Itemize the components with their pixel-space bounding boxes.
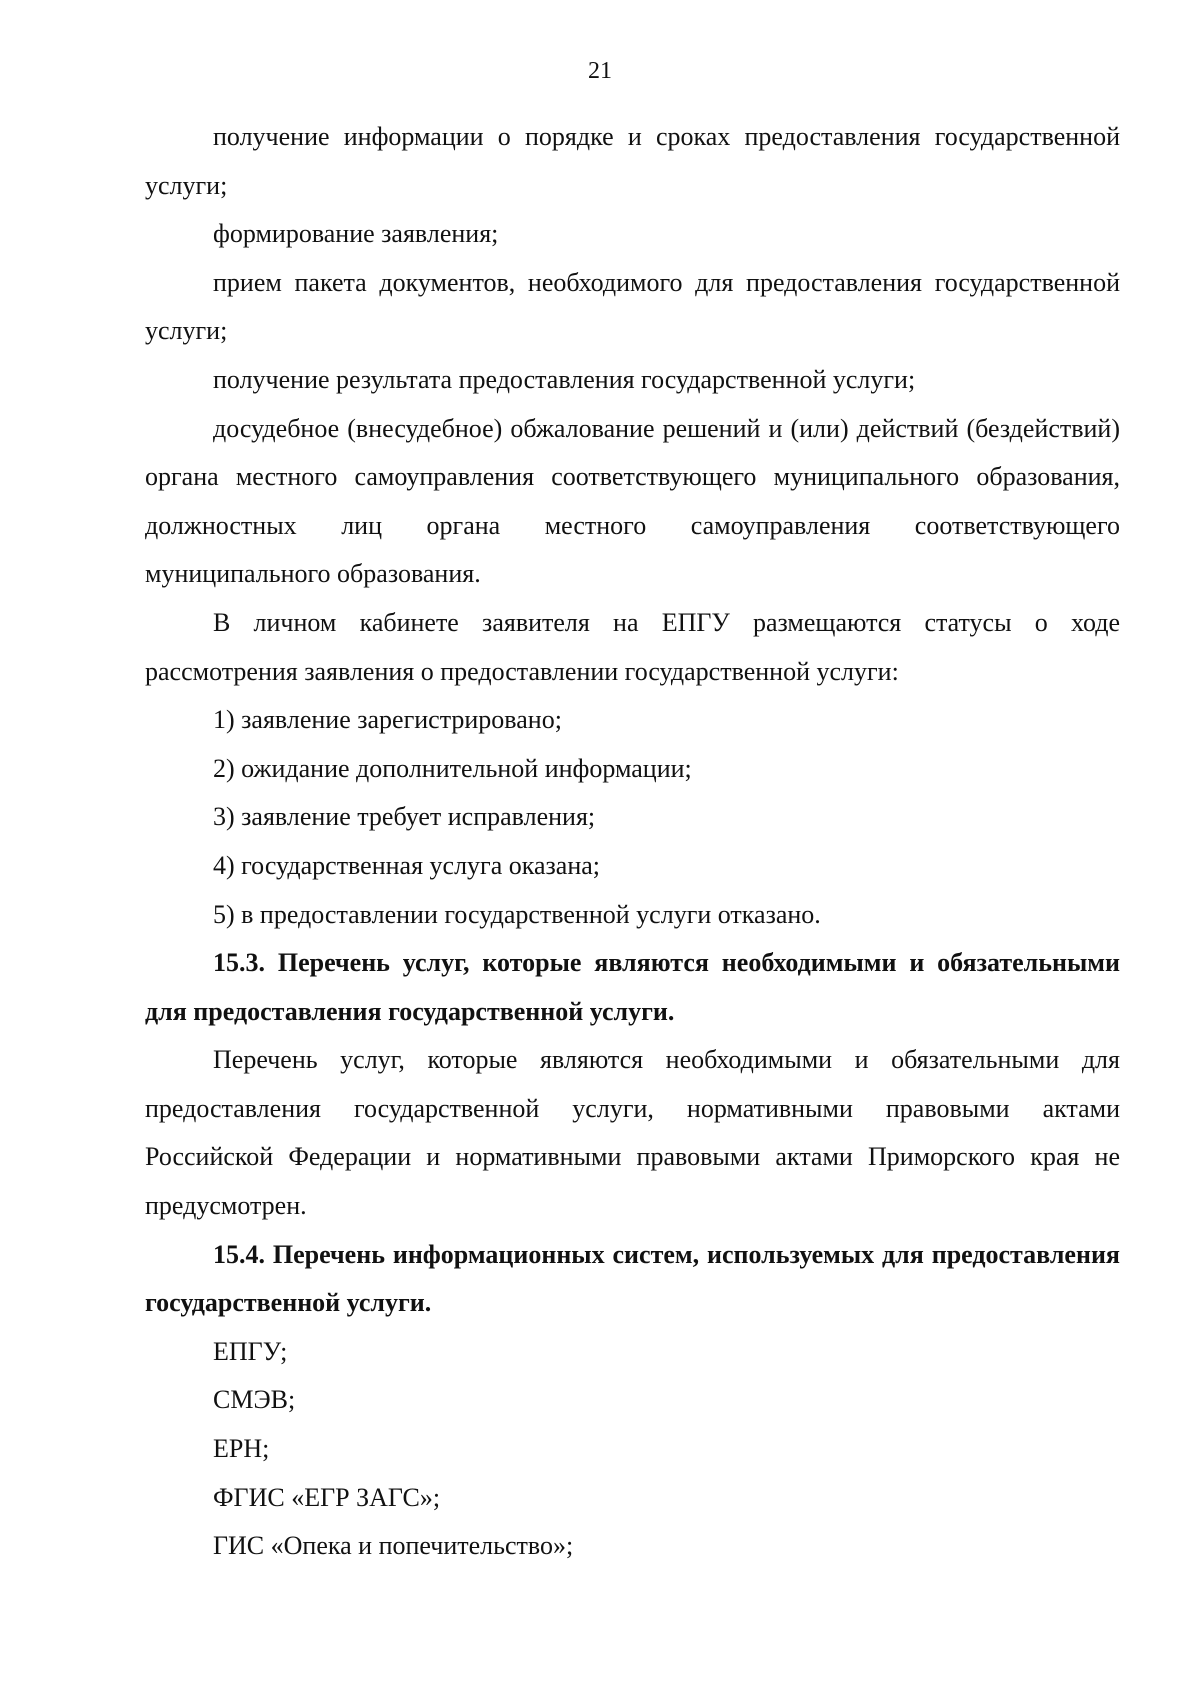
system-item-fgis-egr-zags: ФГИС «ЕГР ЗАГС»; (213, 1482, 441, 1512)
paragraph-receive-documents: прием пакета документов, необходимого для предоставления государственной услуги; (145, 267, 1120, 346)
status-item-2: 2) ожидание дополнительной информации; (213, 753, 692, 783)
system-item-gis-opeka: ГИС «Опека и попечительство»; (213, 1531, 574, 1561)
paragraph-personal-cabinet: В личном кабинете заявителя на ЕПГУ размещаются статусы о ходе рассмотрения заявления о предоставлении государственной услуги: (145, 607, 1120, 686)
system-item-ern: ЕРН; (213, 1434, 270, 1464)
paragraph-form-application: формирование заявления; (213, 219, 499, 249)
status-item-5: 5) в предоставлении государственной услуги отказано. (213, 899, 821, 929)
paragraph-info-order: получение информации о порядке и сроках предоставления государственной услуги; (145, 122, 1120, 200)
status-item-4: 4) государственная услуга оказана; (213, 850, 601, 880)
section-heading-15-4: 15.4. Перечень информационных систем, используемых для предоставления государственной услуги. (145, 1239, 1120, 1318)
system-item-epgu: ЕПГУ; (213, 1336, 288, 1366)
paragraph-appeal: досудебное (внесудебное) обжалование решений и (или) действий (бездействий) органа местного самоуправления соответствующего муниципального образования, должностных лиц органа местного самоуправления соответствующего муниципального образования. (145, 413, 1120, 589)
paragraph-services-list: Перечень услуг, которые являются необходимыми и обязательными для предоставления государственной услуги, нормативными правовыми актами Российской Федерации и нормативными правовыми актами Приморского края не предусмотрен. (145, 1045, 1120, 1221)
status-item-3: 3) заявление требует исправления; (213, 802, 596, 832)
paragraph-receive-result: получение результата предоставления государственной услуги; (213, 364, 916, 394)
status-item-1: 1) заявление зарегистрировано; (213, 705, 562, 735)
page-number: 21 (588, 58, 612, 84)
document-body (145, 113, 1120, 1571)
system-item-smev: СМЭВ; (213, 1385, 296, 1415)
section-heading-15-3: 15.3. Перечень услуг, которые являются необходимыми и обязательными для предоставления государственной услуги. (145, 948, 1120, 1026)
